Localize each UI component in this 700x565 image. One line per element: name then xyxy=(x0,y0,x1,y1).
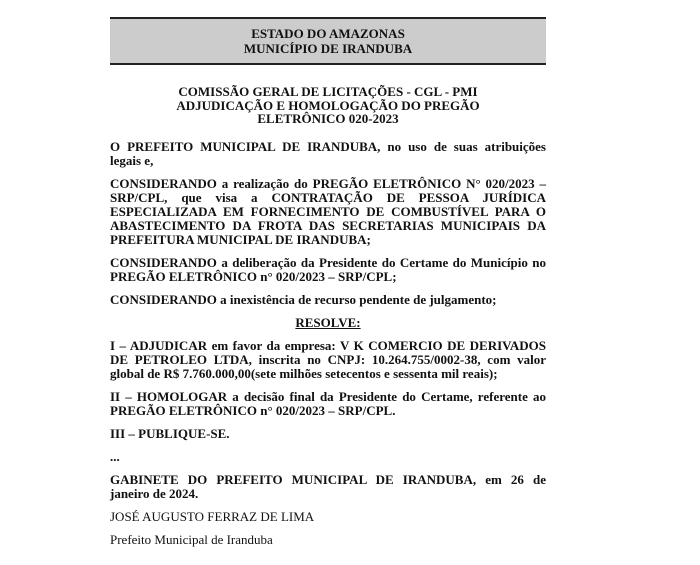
considerando-1-paragraph xyxy=(110,177,546,247)
resolve-heading: RESOLVE: xyxy=(295,314,361,330)
document-header xyxy=(110,17,546,65)
considerando-2-paragraph xyxy=(110,256,546,284)
closing-line-1: GABINETE DO PREFEITO MUNICIPAL DE IRANDUBA, em 26 de xyxy=(110,471,546,487)
item-2-line-1: II – HOMOLOGAR a decisão final da Presidente do Certame, referente ao xyxy=(110,388,546,404)
considerando-1-line-3: ESPECIALIZADA EM FORNECIMENTO DE COMBUSTÍVEL PARA O xyxy=(110,203,546,219)
considerando-1-line-1: CONSIDERANDO a realização do PREGÃO ELETRÔNICO N° 020/2023 – xyxy=(110,175,546,191)
considerando-2-line-2: PREGÃO ELETRÔNICO n° 020/2023 – SRP/CPL; xyxy=(110,268,397,284)
item-2-line-2: PREGÃO ELETRÔNICO n° 020/2023 – SRP/CPL. xyxy=(110,402,396,418)
item-1-line-3: global de R$ 7.760.000,00(sete milhões setecentos e sessenta mil reais); xyxy=(110,365,498,381)
signature-name: JOSÉ AUGUSTO FERRAZ DE LIMA xyxy=(110,508,315,524)
document-title xyxy=(110,85,546,126)
intro-line-1: O PREFEITO MUNICIPAL DE IRANDUBA, no uso de suas atribuições xyxy=(110,138,546,154)
considerando-2-line-1: CONSIDERANDO a deliberação da Presidente do Certame do Município no xyxy=(110,254,546,270)
intro-line-2: legais e, xyxy=(110,152,154,168)
ellipsis: ... xyxy=(110,448,120,464)
document-page xyxy=(110,17,546,547)
item-1-line-1: I – ADJUDICAR em favor da empresa: V K COMERCIO DE DERIVADOS xyxy=(110,337,546,353)
closing-paragraph xyxy=(110,473,546,501)
considerando-1-line-2: SRP/CPL, que visa a CONTRATAÇÃO DE PESSOA JURÍDICA xyxy=(110,189,546,205)
item-1-line-2: DE PETROLEO LTDA, inscrita no CNPJ: 10.264.755/0002-38, com valor xyxy=(110,351,546,367)
signature-title: Prefeito Municipal de Iranduba xyxy=(110,531,273,547)
header-municipality: MUNICÍPIO DE IRANDUBA xyxy=(243,41,413,56)
considerando-3-paragraph: CONSIDERANDO a inexistência de recurso pendente de julgamento; xyxy=(110,291,497,307)
item-2-paragraph xyxy=(110,390,546,418)
title-line-1: COMISSÃO GERAL DE LICITAÇÕES - CGL - PMI xyxy=(178,84,478,99)
considerando-1-line-4: ABASTECIMENTO DA FROTA DAS SECRETARIAS MUNICIPAIS DA xyxy=(110,217,546,233)
considerando-1-line-5: PREFEITURA MUNICIPAL DE IRANDUBA; xyxy=(110,231,371,247)
item-3-paragraph: III – PUBLIQUE-SE. xyxy=(110,425,230,441)
title-line-2: ADJUDICAÇÃO E HOMOLOGAÇÃO DO PREGÃO xyxy=(176,97,480,113)
intro-paragraph xyxy=(110,140,546,168)
title-line-3: ELETRÔNICO 020-2023 xyxy=(257,111,399,126)
closing-line-2: janeiro de 2024. xyxy=(110,485,199,501)
item-1-paragraph xyxy=(110,339,546,381)
header-state: ESTADO DO AMAZONAS xyxy=(251,26,405,41)
